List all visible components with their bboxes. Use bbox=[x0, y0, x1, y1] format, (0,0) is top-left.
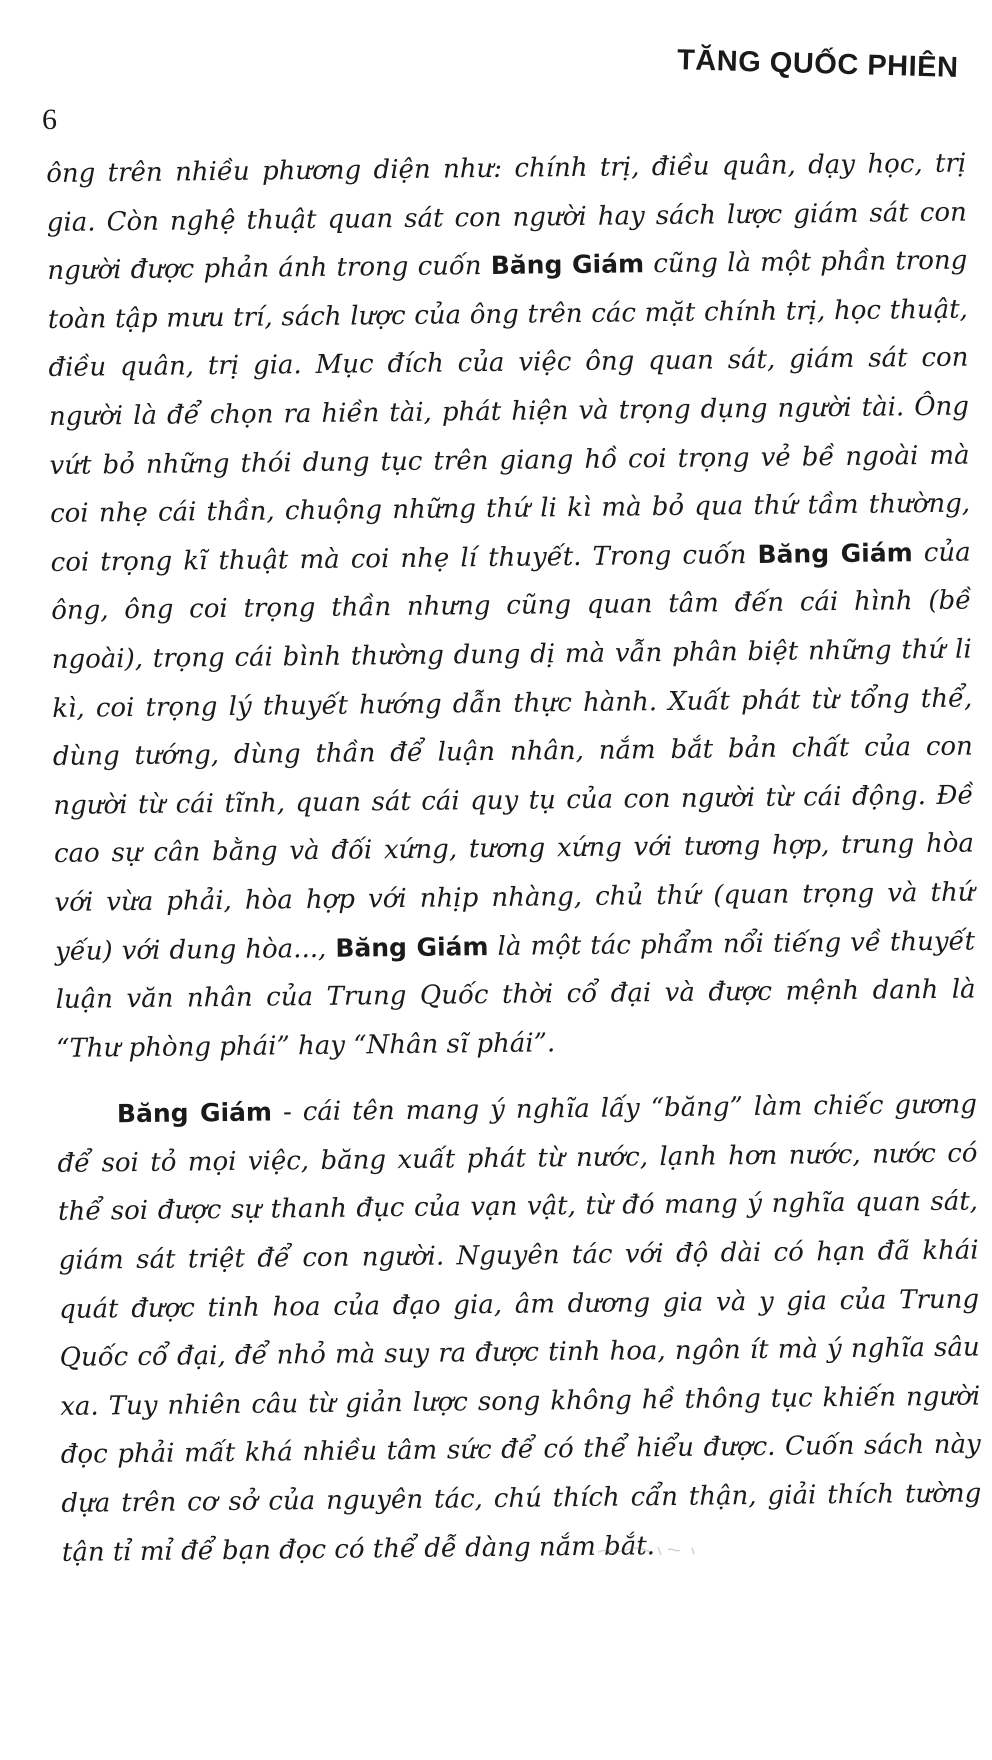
scan-smudge-mark bbox=[596, 1543, 716, 1557]
paragraph-2 bbox=[57, 1081, 982, 1577]
running-header-title: TĂNG QUỐC PHIÊN bbox=[676, 44, 959, 84]
text-run: - cái tên mang ý nghĩa lấy “băng” làm chiếc gương để soi tỏ mọi việc, băng xuất phát từ nước, lạnh hơn nước, nước có thể soi được sự thanh đục của vạn vật, từ đó mang ý nghĩa quan sát, giám sát triệt để con người. Nguyên tác với độ dài có hạn đã khái quát được tinh hoa của đạo gia, âm dương gia và y gia của Trung Quốc cổ đại, để nhỏ mà suy ra được tinh hoa, ngôn ít mà ý nghĩa sâu xa. Tuy nhiên câu từ giản lược song không hề thông tục khiến người đọc phải mất khá nhiều tâm sức để có thể hiểu được. Cuốn sách này dựa trên cơ sở của nguyên tác, chú thích cẩn thận, giải thích tường tận tỉ mỉ để bạn đọc có thể dễ dàng nắm bắt. bbox=[57, 1089, 982, 1568]
text-run: cũng là một phần trong toàn tập mưu trí, sách lược của ông trên các mặt chính trị, học thuật, điều quân, trị gia. Mục đích của việc ông quan sát, giám sát con người là để chọn ra hiền tài, phát hiện và trọng dụng người tài. Ông vứt bỏ những thói dung tục trên giang hồ coi trọng vẻ bề ngoài mà coi nhẹ cái thần, chuộng những thứ li kì mà bỏ qua thứ tầm thường, coi trọng kĩ thuật mà coi nhẹ lí thuyết. Trong cuốn bbox=[47, 245, 971, 578]
page-number: 6 bbox=[42, 103, 57, 136]
book-title-bold: Băng Giám bbox=[490, 249, 645, 281]
book-title-bold: Băng Giám bbox=[335, 931, 489, 963]
book-title-bold: Băng Giám bbox=[757, 537, 913, 569]
body-text bbox=[46, 140, 982, 1578]
text-run: là một tác phẩm nổi tiếng về thuyết luận văn nhân của Trung Quốc thời cổ đại và được mệnh danh là “Thư phòng phái” hay “Nhân sĩ phái”. bbox=[55, 926, 976, 1064]
text-run: ông trên nhiều phương diện như: chính trị, điều quân, dạy học, trị gia. Còn nghệ thuật quan sát con người hay sách lược giám sát con người được phản ánh trong cuốn bbox=[46, 148, 967, 287]
paragraph-1 bbox=[46, 140, 976, 1074]
book-title-bold: Băng Giám bbox=[116, 1097, 273, 1129]
text-run: của ông, ông coi trọng thần nhưng cũng quan tâm đến cái hình (bề ngoài), trọng cái bình thường dung dị mà vẫn phân biệt những thứ li kì, coi trọng lý thuyết hướng dẫn thực hành. Xuất phát từ tổng thể, dùng tướng, dùng thần để luận nhân, nắm bắt bản chất của con người từ cái tĩnh, quan sát cái quy tụ của con người từ cái động. Đề cao sự cân bằng và đối xứng, tương xứng với tương hợp, trung hòa với vừa phải, hòa hợp với nhịp nhàng, chủ thứ (quan trọng và thứ yếu) với dung hòa..., bbox=[51, 537, 975, 967]
